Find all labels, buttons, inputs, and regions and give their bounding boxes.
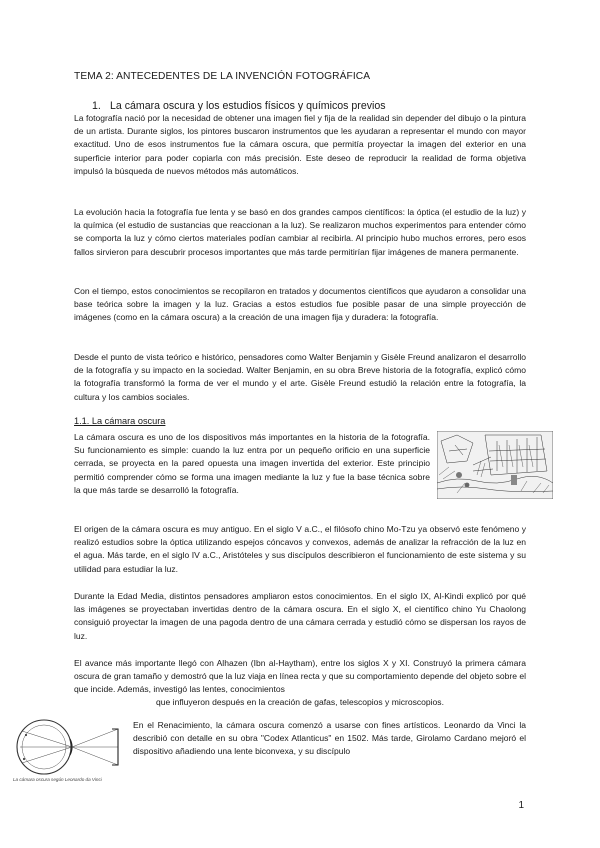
leonardo-eye-diagram — [12, 715, 124, 777]
paragraph: La cámara oscura es uno de los dispositivos más importantes en la historia de la fotografía. Su funcionamiento es simple: cuando la luz entra por un pequeño orificio en una superficie cerrada, se proyecta en la pared opuesta una imagen invertida del exterior. Este principio permitió comprender cómo se forma una imagen mediante la luz y fue la base técnica sobre la que más tarde se desarrolló la fotografía. — [74, 432, 430, 495]
image-caption: La cámara oscura según Leonardo da Vinci — [13, 777, 102, 782]
document-title: TEMA 2: ANTECEDENTES DE LA INVENCIÓN FOTOGRÁFICA — [74, 71, 371, 82]
paragraph-continuation: que influyeron después en la creación de gafas, telescopios y microscopios. — [156, 697, 444, 707]
paragraph: Con el tiempo, estos conocimientos se recopilaron en tratados y documentos científicos que ayudaron a consolidar una base teórica sobre la imagen y la luz. Gracias a estos estudios fue posible pasar de una simple proyección de imágenes (como en la cámara oscura) a la creación de una imagen fija y duradera: la fotografía. — [74, 286, 526, 323]
page-number: 1 — [518, 800, 524, 811]
paragraph: La evolución hacia la fotografía fue lenta y se basó en dos grandes campos científicos: la óptica (el estudio de la luz) y la química (el estudio de sustancias que reaccionan a la luz). Se realizaron muchos experimentos para entender cómo se comporta la luz y cómo ciertos materiales podían cambiar al recibirla. Al principio hubo muchos errores, pero esos fallos sirvieron para descubrir procesos importantes que más tarde permitirían fijar imágenes de manera permanente. — [74, 207, 526, 257]
camera-obscura-engraving — [437, 431, 553, 499]
section-heading — [92, 100, 386, 112]
paragraph: El origen de la cámara oscura es muy antiguo. En el siglo V a.C., el filósofo chino Mo-Tzu ya observó este fenómeno y realizó estudios sobre la óptica utilizando espejos cóncavos y convexos, además de analizar la refracción de la luz en el agua. Más tarde, en el siglo IV a.C., Aristóteles y sus discípulos describieron el funcionamiento de este sistema y su utilidad para estudiar la luz. — [74, 524, 526, 574]
paragraph: El avance más importante llegó con Alhazen (Ibn al-Haytham), entre los siglos X y XI. Construyó la primera cámara oscura de gran tamaño y demostró que la luz viaja en línea recta y que su comportamiento depende del objeto sobre el que incide. Además, investigó las lentes, conocimientos — [74, 658, 526, 695]
section-heading-text: La cámara oscura y los estudios físicos y químicos previos — [110, 100, 386, 112]
paragraph: La fotografía nació por la necesidad de obtener una imagen fiel y fija de la realidad sin depender del dibujo o la pintura de un artista. Durante siglos, los pintores buscaron instrumentos que les ayudaran a representar el mundo con mayor exactitud. Uno de esos instrumentos fue la cámara oscura, que permitía proyectar la imagen del exterior en una superficie interior para poder copiarla con más precisión. Este deseo de reproducir la realidad de forma objetiva impulsó la búsqueda de nuevos métodos más automáticos. — [74, 113, 526, 176]
paragraph: Desde el punto de vista teórico e histórico, pensadores como Walter Benjamin y Gisèle Freund analizaron el desarrollo de la fotografía y su impacto en la sociedad. Walter Benjamin, en su obra Breve historia de la fotografía, explicó cómo la fotografía transformó la forma de ver el mundo y el arte. Gisèle Freund estudió la relación entre la fotografía, la cultura y los cambios sociales. — [74, 352, 526, 402]
paragraph: En el Renacimiento, la cámara oscura comenzó a usarse con fines artísticos. Leonardo da Vinci la describió con detalle en su obra "Codex Atlanticus" en 1502. Más tarde, Girolamo Cardano mejoró el dispositivo añadiendo una lente biconvexa, y su discípulo — [133, 720, 526, 757]
paragraph: Durante la Edad Media, distintos pensadores ampliaron estos conocimientos. En el siglo IX, Al-Kindi explicó por qué las imágenes se proyectaban invertidas dentro de la cámara oscura. En el siglo X, el científico chino Yu Chaolong consiguió proyectar la imagen de una pagoda dentro de una cámara cerrada y estudió cómo se dispersan los rayos de luz. — [74, 591, 526, 641]
section-number: 1. — [92, 100, 101, 112]
subsection-heading: 1.1. La cámara oscura — [74, 416, 166, 426]
